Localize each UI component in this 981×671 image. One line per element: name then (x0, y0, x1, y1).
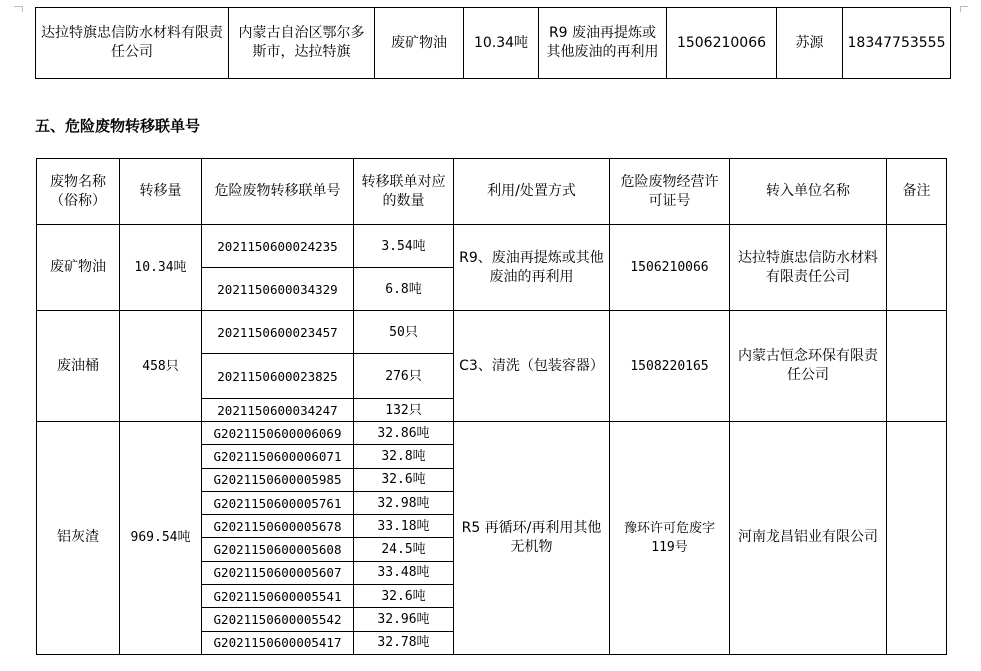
waste-cell: 废矿物油 (375, 8, 464, 79)
waste-name-cell: 废油桶 (37, 311, 120, 422)
page-corner-mark (960, 6, 968, 7)
manifest-number-cell: G2021150600005985 (202, 468, 354, 491)
section-title: 五、危险废物转移联单号 (35, 117, 201, 135)
manifest-qty-cell: 32.8吨 (354, 445, 454, 468)
manifest-number-cell: G2021150600005761 (202, 491, 354, 514)
remark-cell (887, 311, 947, 422)
license-cell: 1506210066 (610, 225, 730, 311)
manifest-qty-cell: 32.96吨 (354, 608, 454, 631)
total-qty-cell: 458只 (120, 311, 202, 422)
remark-cell (887, 225, 947, 311)
page-corner-mark (960, 6, 961, 12)
manifest-qty-cell: 132只 (354, 399, 454, 422)
manifest-qty-cell: 24.5吨 (354, 538, 454, 561)
table-row (37, 225, 947, 268)
manifest-number-cell: 2021150600023457 (202, 311, 354, 354)
method-cell: R5 再循环/再利用其他无机物 (454, 422, 610, 655)
header-method: 利用/处置方式 (454, 159, 610, 225)
table-row (37, 422, 947, 445)
method-cell: R9 废油再提炼或其他废油的再利用 (539, 8, 667, 79)
manifest-number-cell: 2021150600023825 (202, 354, 354, 399)
manifest-number-cell: 2021150600034247 (202, 399, 354, 422)
page-corner-mark (14, 6, 22, 7)
license-cell: 1506210066 (667, 8, 777, 79)
manifest-number-cell: G2021150600005541 (202, 585, 354, 608)
manifest-qty-cell: 276只 (354, 354, 454, 399)
receiver-info-table (35, 7, 951, 79)
manifest-table (36, 158, 947, 655)
manifest-qty-cell: 33.48吨 (354, 561, 454, 584)
address-cell: 内蒙古自治区鄂尔多斯市，达拉特旗 (229, 8, 375, 79)
page-corner-mark (22, 6, 23, 12)
license-cell: 1508220165 (610, 311, 730, 422)
total-qty-cell: 969.54吨 (120, 422, 202, 655)
method-cell: C3、清洗（包装容器） (454, 311, 610, 422)
manifest-number-cell: G2021150600006069 (202, 422, 354, 445)
manifest-number-cell: G2021150600005608 (202, 538, 354, 561)
manifest-number-cell: 2021150600024235 (202, 225, 354, 268)
header-row (37, 159, 947, 225)
phone-cell: 18347753555 (843, 8, 951, 79)
manifest-number-cell: G2021150600005542 (202, 608, 354, 631)
manifest-qty-cell: 32.86吨 (354, 422, 454, 445)
header-receiver: 转入单位名称 (730, 159, 887, 225)
header-license: 危险废物经营许可证号 (610, 159, 730, 225)
header-remark: 备注 (887, 159, 947, 225)
manifest-qty-cell: 32.98吨 (354, 491, 454, 514)
table-row (36, 8, 951, 79)
header-qty: 转移量 (120, 159, 202, 225)
manifest-number-cell: G2021150600005417 (202, 631, 354, 654)
manifest-qty-cell: 33.18吨 (354, 515, 454, 538)
header-manifest: 危险废物转移联单号 (202, 159, 354, 225)
company-cell: 达拉特旗忠信防水材料有限责任公司 (36, 8, 229, 79)
header-manifest-qty: 转移联单对应的数量 (354, 159, 454, 225)
license-cell: 豫环许可危废字119号 (610, 422, 730, 655)
manifest-number-cell: G2021150600005678 (202, 515, 354, 538)
manifest-number-cell: G2021150600006071 (202, 445, 354, 468)
manifest-number-cell: 2021150600034329 (202, 268, 354, 311)
method-cell: R9、废油再提炼或其他废油的再利用 (454, 225, 610, 311)
manifest-qty-cell: 32.6吨 (354, 468, 454, 491)
amount-cell: 10.34吨 (464, 8, 539, 79)
table-row (37, 311, 947, 354)
header-name: 废物名称（俗称） (37, 159, 120, 225)
manifest-qty-cell: 32.78吨 (354, 631, 454, 654)
receiver-cell: 河南龙昌铝业有限公司 (730, 422, 887, 655)
receiver-cell: 内蒙古恒念环保有限责任公司 (730, 311, 887, 422)
receiver-cell: 达拉特旗忠信防水材料有限责任公司 (730, 225, 887, 311)
manifest-qty-cell: 3.54吨 (354, 225, 454, 268)
waste-name-cell: 废矿物油 (37, 225, 120, 311)
manifest-qty-cell: 32.6吨 (354, 585, 454, 608)
contact-cell: 苏源 (777, 8, 843, 79)
remark-cell (887, 422, 947, 655)
manifest-number-cell: G2021150600005607 (202, 561, 354, 584)
manifest-qty-cell: 6.8吨 (354, 268, 454, 311)
waste-name-cell: 铝灰渣 (37, 422, 120, 655)
total-qty-cell: 10.34吨 (120, 225, 202, 311)
manifest-qty-cell: 50只 (354, 311, 454, 354)
